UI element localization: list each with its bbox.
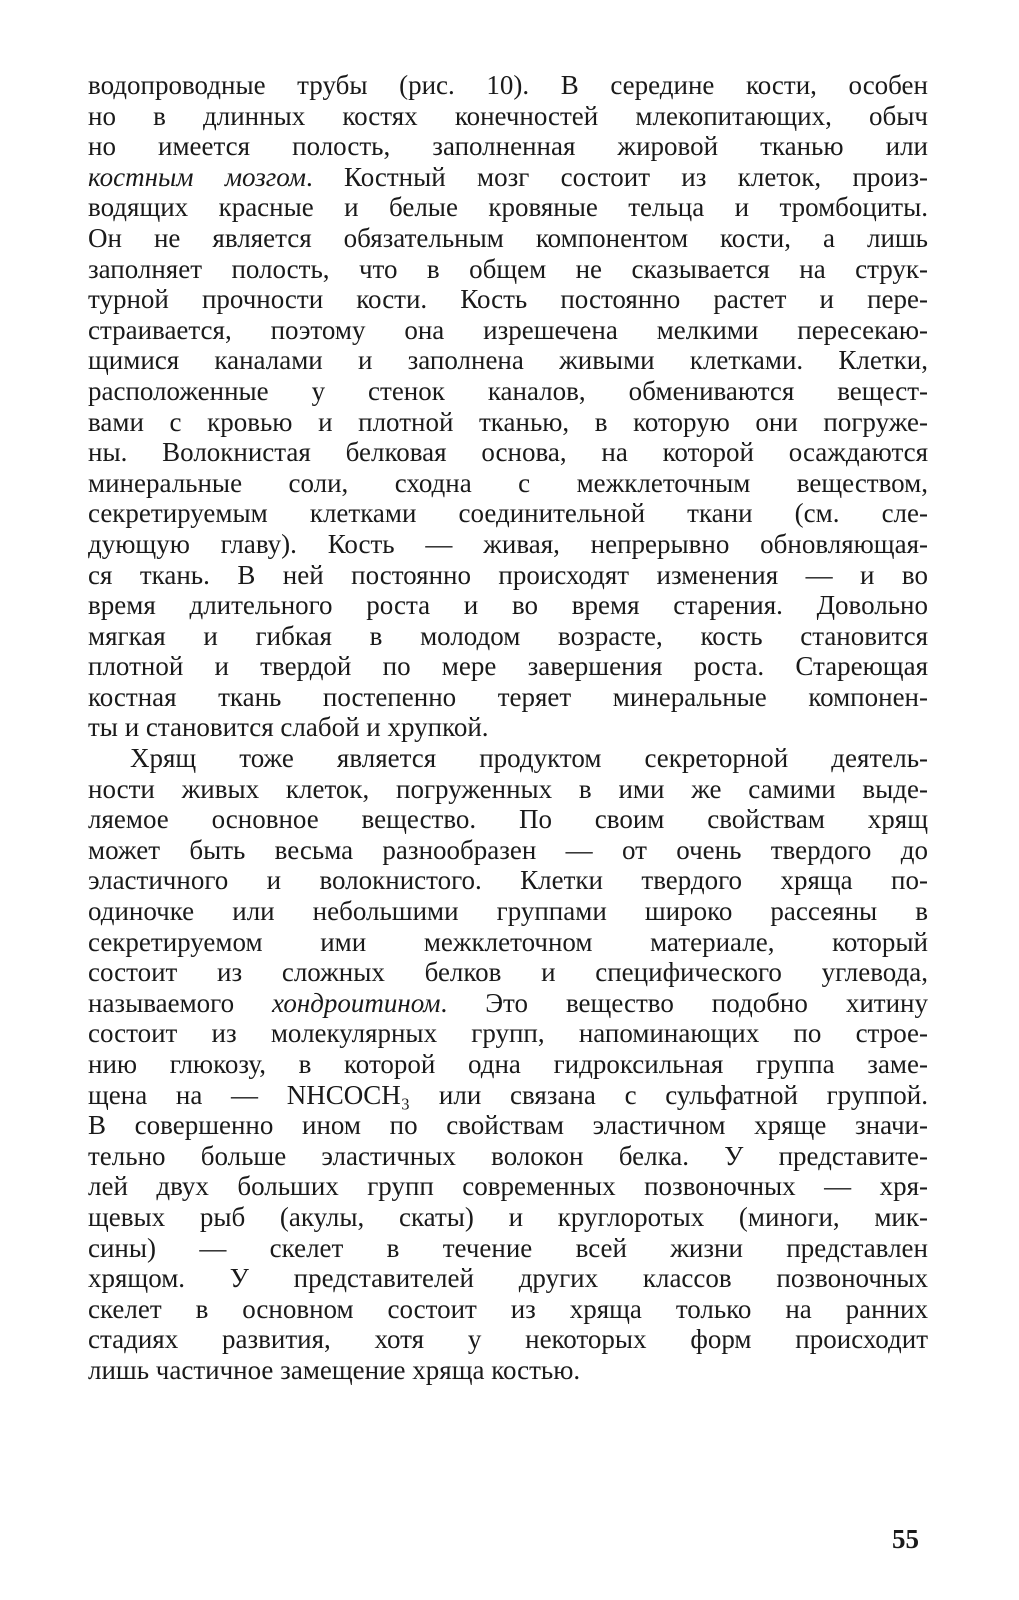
text-line: лишь частичное замещение хряща костью. [88, 1354, 581, 1385]
text-line: турной прочности кости. Кость постоянно растет и пере- [88, 284, 928, 315]
text-line: но в длинных костях конечностей млекопитающих, обыч [88, 100, 928, 131]
text-line: В совершенно ином по свойствам эластичном хряще значи- [88, 1110, 928, 1141]
text-line: вами с кровью и плотной тканью, в которую они погруже- [88, 406, 928, 437]
text-line: скелет в основном состоит из хряща только на ранних [88, 1293, 928, 1324]
paragraph-cartilage [88, 743, 928, 1385]
text-line: страивается, поэтому она изрешечена мелкими пересекаю- [88, 314, 928, 345]
text-line: заполняет полость, что в общем не сказывается на струк- [88, 253, 928, 284]
text-line: ности живых клеток, погруженных в ими же самими выде- [88, 773, 928, 804]
text-line: минеральные соли, сходна с межклеточным веществом, [88, 467, 928, 498]
text-line: состоит из молекулярных групп, напоминающих по строе- [88, 1018, 928, 1049]
text-line: хрящом. У представителей других классов позвоночных [88, 1263, 928, 1294]
text-line-italic-term: называемого хондроитином. Это вещество подобно хитину [88, 987, 928, 1018]
text-line: состоит из сложных белков и специфического углевода, [88, 957, 928, 988]
paragraph-bone [88, 70, 928, 743]
text-line: расположенные у стенок каналов, обмениваются вещест- [88, 375, 928, 406]
text-line: ны. Волокнистая белковая основа, на которой осаждаются [88, 437, 928, 468]
text-line: Он не является обязательным компонентом кости, а лишь [88, 222, 928, 253]
page-body [88, 70, 928, 1386]
text-line: нию глюкозу, в которой одна гидроксильная группа заме- [88, 1049, 928, 1079]
text-line: одиночке или небольшими группами широко рассеяны в [88, 896, 928, 927]
text-line: ляемое основное вещество. По своим свойствам хрящ [88, 804, 928, 835]
text-line: эластичного и волокнистого. Клетки твердого хряща по- [88, 865, 928, 896]
text-line-italic-term: костным мозгом. Костный мозг состоит из клеток, произ- [88, 161, 929, 192]
text-line: может быть весьма разнообразен — от очень твердого до [88, 834, 928, 865]
text-line: ты и становится слабой и хрупкой. [88, 712, 489, 743]
text-line: дующую главу). Кость — живая, непрерывно обновляющая- [88, 528, 928, 559]
text-line: плотной и твердой по мере завершения роста. Стареющая [88, 651, 928, 682]
text-line: костная ткань постепенно теряет минеральные компонен- [88, 681, 928, 712]
text-line: водящих красные и белые кровяные тельца и тромбоциты. [88, 192, 928, 223]
text-line: щена на — NHCOCH₃ или связана с сульфатной группой. [88, 1079, 928, 1110]
text-line: лей двух больших групп современных позвоночных — хря- [88, 1171, 928, 1202]
text-line: ся ткань. В ней постоянно происходят изменения — и во [88, 559, 928, 590]
text-line: стадиях развития, хотя у некоторых форм происходит [88, 1324, 928, 1355]
text-line: секретируемом ими межклеточном материале, который [88, 926, 928, 957]
text-line: секретируемым клетками соединительной ткани (см. сле- [88, 498, 928, 529]
text-line: но имеется полость, заполненная жировой тканью или [88, 131, 928, 162]
text-line: Хрящ тоже является продуктом секреторной деятель- [130, 743, 928, 774]
text-line: время длительного роста и во время старения. Довольно [88, 590, 928, 621]
text-line: сины) — скелет в течение всей жизни представлен [88, 1232, 928, 1263]
page-number: 55 [892, 1524, 919, 1554]
text-line: щевых рыб (акулы, скаты) и круглоротых (миноги, мик- [88, 1201, 928, 1232]
text-line: водопроводные трубы (рис. 10). В середине кости, особен [88, 70, 928, 100]
text-line: тельно больше эластичных волокон белка. У представите- [88, 1140, 928, 1171]
text-line: щимися каналами и заполнена живыми клетками. Клетки, [88, 345, 928, 376]
text-line: мягкая и гибкая в молодом возрасте, кость становится [88, 620, 928, 651]
